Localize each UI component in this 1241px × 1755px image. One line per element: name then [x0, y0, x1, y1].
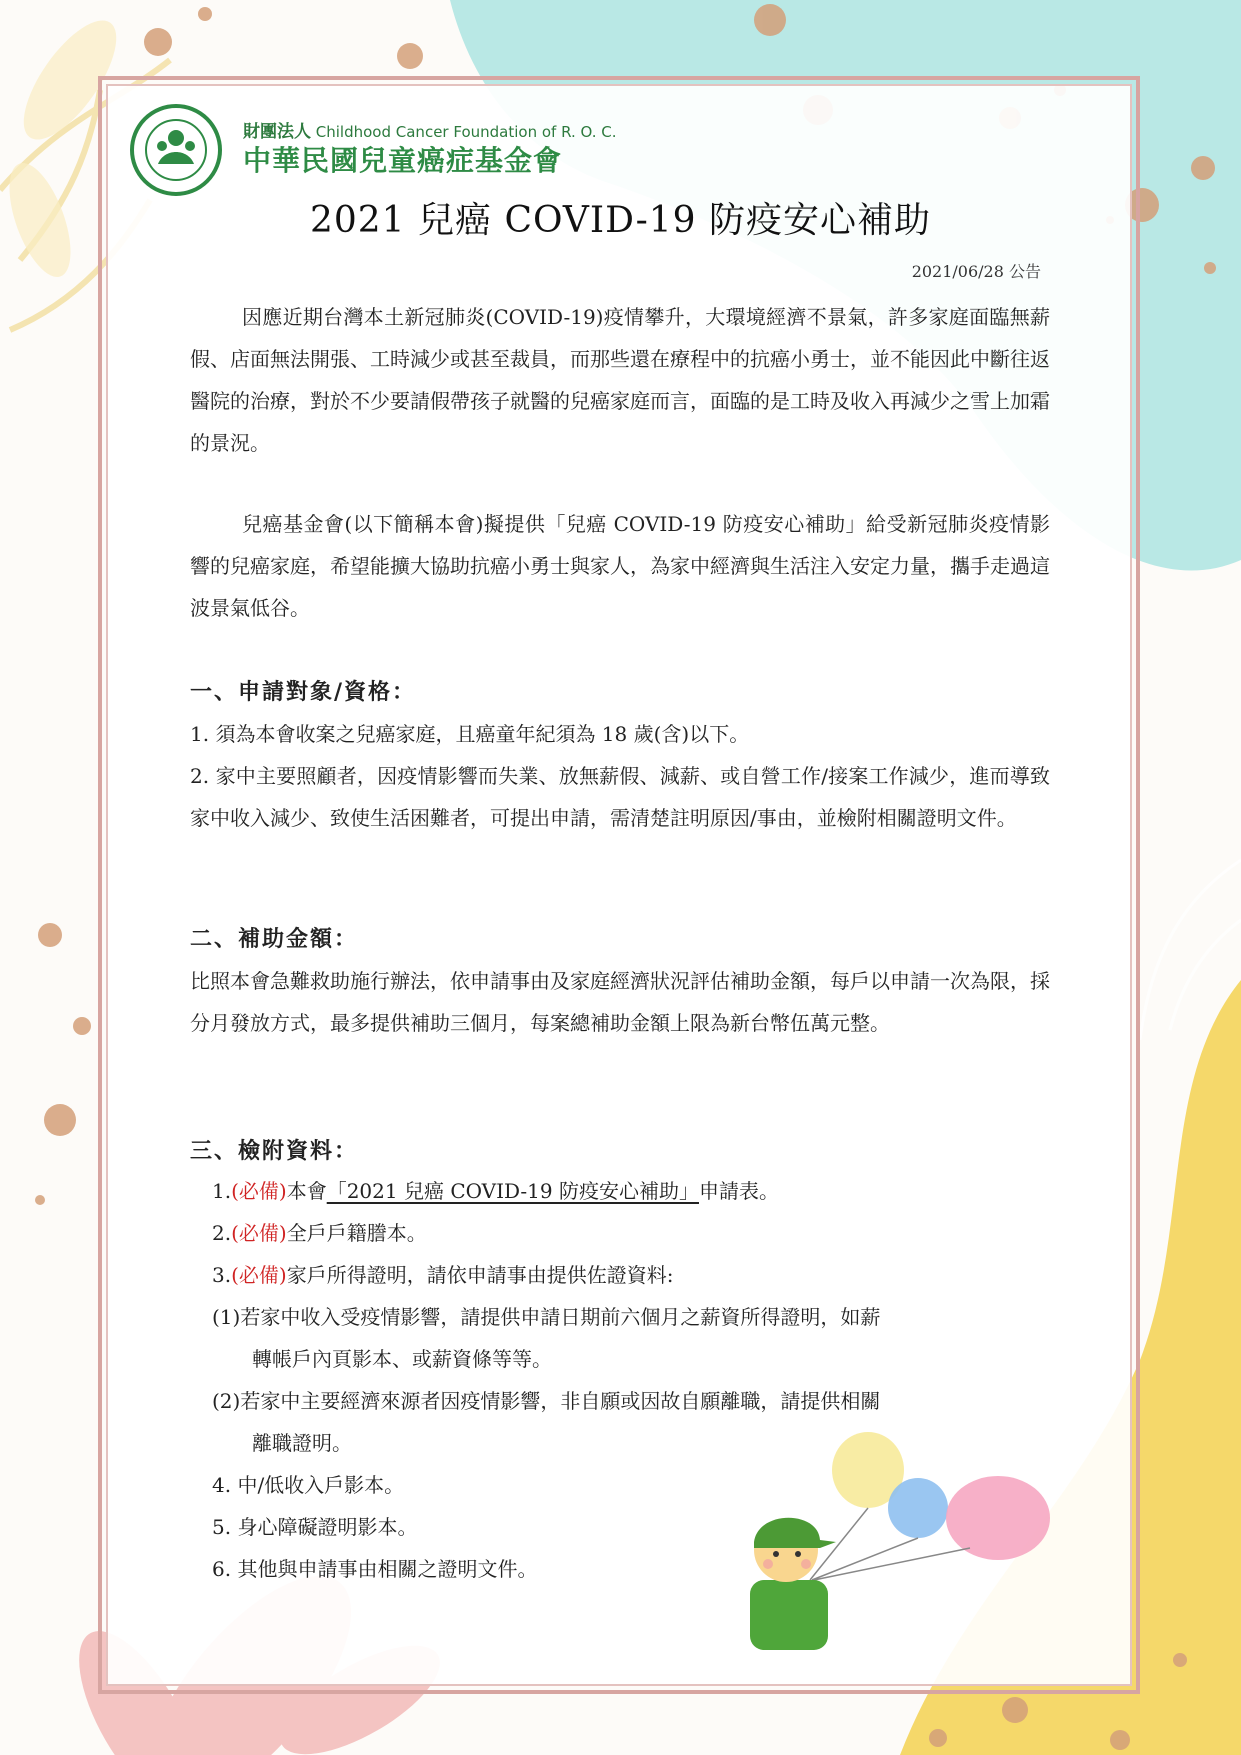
section3-item-6: 6. 其他與申請事由相關之證明文件。 [212, 1557, 538, 1581]
section3-item-1 [212, 1175, 779, 1204]
section3-item-4: 4. 中/低收入戶影本。 [212, 1473, 405, 1497]
section3-item-2 [212, 1217, 427, 1246]
intro-text-1: 因應近期台灣本土新冠肺炎(COVID-19)疫情攀升，大環境經濟不景氣，許多家庭面臨無薪假、店面無法開張、工時減少或甚至裁員，而那些還在療程中的抗癌小勇士，並不能因此中斷往返醫院的治療，對於不少要請假帶孩子就醫的兒癌家庭而言，面臨的是工時及收入再減少之雪上加霜的景況。 [190, 305, 1050, 455]
blue-balloon [888, 1478, 948, 1538]
announce-date: 2021/06/28 公告 [911, 262, 1041, 281]
section3-heading: 三、檢附資料： [190, 1138, 359, 1164]
pink-balloon [946, 1476, 1050, 1560]
item2-text: 全戶戶籍謄本。 [286, 1221, 427, 1245]
required-tag: (必備) [231, 1263, 287, 1287]
section1-item-2: 2. 家中主要照顧者，因疫情影響而失業、放無薪假、減薪、或自營工作/接案工作減少，進而導致家中收入減少、致使生活困難者，可提出申請，需清楚註明原因/事由，並檢附相關證明文件。 [190, 764, 1050, 830]
org-chinese-name: 中華民國兒童癌症基金會 [243, 144, 563, 177]
section3-sub2-line1: (2)若家中主要經濟來源者因疫情影響，非自願或因故自願離職，請提供相關 [212, 1389, 881, 1413]
org-legal-form: 財團法人 [243, 122, 311, 142]
foundation-logo-icon [128, 102, 224, 198]
boy-with-balloons-illustration [740, 1430, 1060, 1660]
section2-heading: 二、補助金額： [190, 926, 359, 952]
section3-sub2-line2: 離職證明。 [252, 1431, 352, 1455]
required-tag: (必備) [231, 1221, 287, 1245]
section3-item-5: 5. 身心障礙證明影本。 [212, 1515, 418, 1539]
section3-item-3 [212, 1259, 673, 1288]
org-english-name: Childhood Cancer Foundation of R. O. C. [315, 123, 617, 141]
section1-item-1: 1. 須為本會收案之兒癌家庭，且癌童年紀須為 18 歲(含)以下。 [190, 722, 750, 746]
application-form-link[interactable]: 「2021 兒癌 COVID-19 防疫安心補助」 [326, 1179, 699, 1203]
item-number: 1. [212, 1179, 232, 1203]
page-title: 2021 兒癌 COVID-19 防疫安心補助 [309, 200, 932, 241]
section1-heading: 一、申請對象/資格： [190, 679, 417, 705]
boy-body [750, 1580, 828, 1650]
intro-paragraph-1 [190, 296, 1050, 464]
item1-prefix: 本會 [286, 1179, 327, 1203]
section2-body: 比照本會急難救助施行辦法，依申請事由及家庭經濟狀況評估補助金額，每戶以申請一次為限，採分月發放方式，最多提供補助三個月，每案總補助金額上限為新台幣伍萬元整。 [190, 969, 1050, 1035]
section3-sub1-line1: (1)若家中收入受疫情影響，請提供申請日期前六個月之薪資所得證明，如薪 [212, 1305, 881, 1329]
item1-suffix: 申請表。 [698, 1179, 779, 1203]
item3-text: 家戶所得證明，請依申請事由提供佐證資料: [286, 1263, 674, 1287]
item-number: 3. [212, 1263, 232, 1287]
item-number: 2. [212, 1221, 232, 1245]
required-tag: (必備) [231, 1179, 287, 1203]
boy-cap [754, 1518, 836, 1548]
section3-sub1-line2: 轉帳戶內頁影本、或薪資條等等。 [252, 1347, 552, 1371]
intro-paragraph-2 [190, 503, 1050, 629]
intro-text-2: 兒癌基金會(以下簡稱本會)擬提供「兒癌 COVID-19 防疫安心補助」給受新冠肺炎疫情影響的兒癌家庭，希望能擴大協助抗癌小勇士與家人，為家中經濟與生活注入安定力量，攜手走過這波景氣低谷。 [190, 512, 1050, 620]
